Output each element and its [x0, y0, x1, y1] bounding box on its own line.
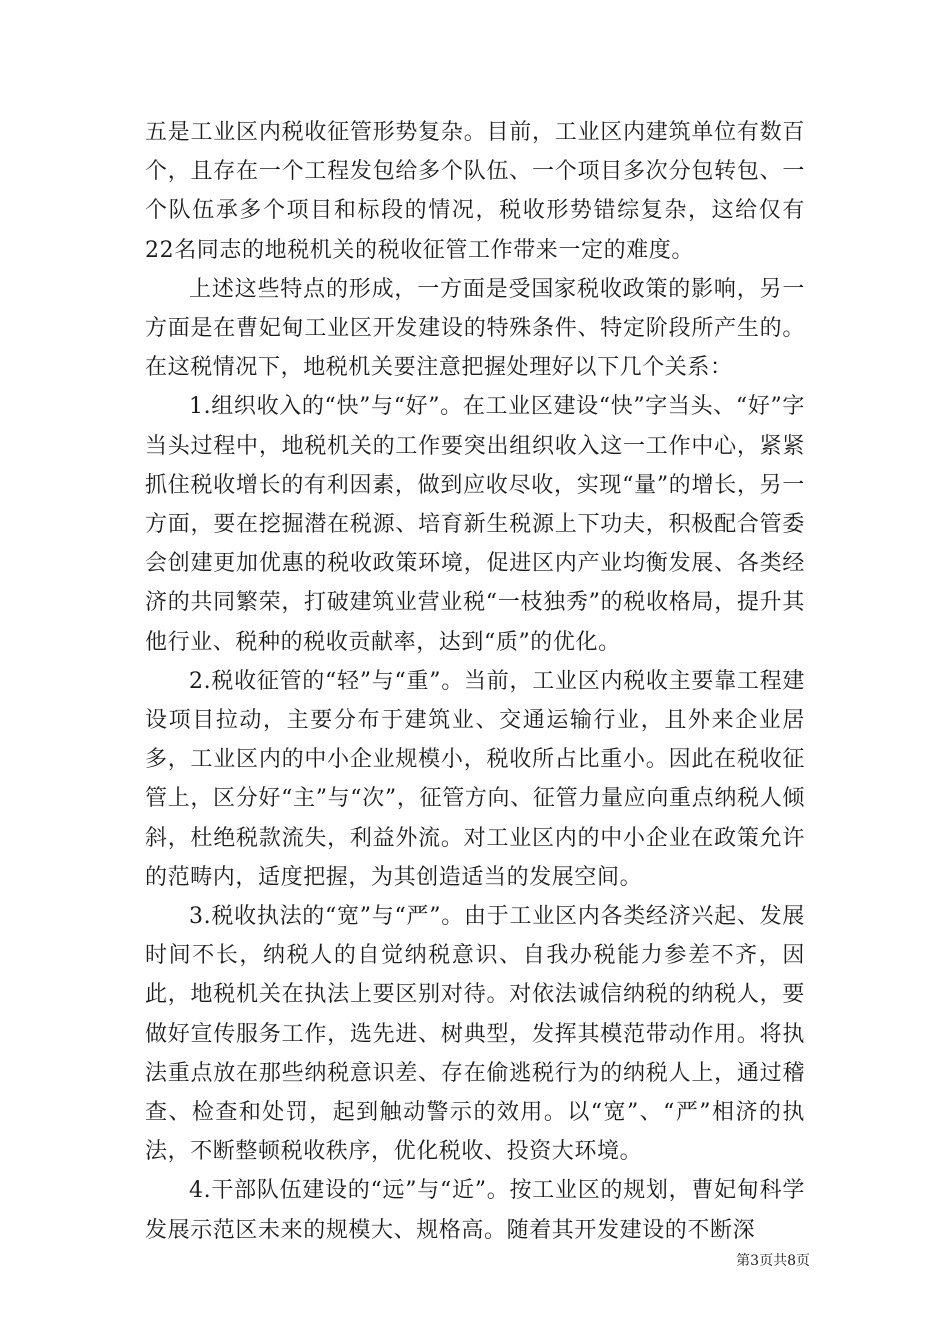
paragraph-summary: 上述这些特点的形成，一方面是受国家税收政策的影响，另一方面是在曹妃甸工业区开发建设的特殊条件、特定阶段所产生的。在这税情况下，地税机关要注意把握处理好以下几个关系： [145, 276, 805, 381]
paragraph-item-4: 4.干部队伍建设的“远”与“近”。按工业区的规划，曹妃甸科学发展示范区未来的规模大、规格高。随着其开发建设的不断深 [145, 1178, 805, 1243]
page-number: 第3页共8页 [736, 1253, 810, 1269]
paragraph-item-3: 3.税收执法的“宽”与“严”。由于工业区内各类经济兴起、发展时间不长，纳税人的自觉纳税意识、自我办税能力参差不齐，因此，地税机关在执法上要区别对待。对依法诚信纳税的纳税人，要做好宣传服务工作，选先进、树典型，发挥其模范带动作用。将执法重点放在那些纳税意识差、存在偷逃税行为的纳税人上，通过稽查、检查和处罚，起到触动警示的效用。以“宽”、“严”相济的执法，不断整顿税收秩序，优化税收、投资大环境。 [145, 904, 805, 1165]
paragraph-item-1: 1.组织收入的“快”与“好”。在工业区建设“快”字当头、“好”字当头过程中，地税机关的工作要突出组织收入这一工作中心，紧紧抓住税收增长的有利因素，做到应收尽收，实现“量”的增长，另一方面，要在挖掘潜在税源、培育新生税源上下功夫，积极配合管委会创建更加优惠的税收政策环境，促进区内产业均衡发展、各类经济的共同繁荣，打破建筑业营业税“一枝独秀”的税收格局，提升其他行业、税种的税收贡献率，达到“质”的优化。 [145, 394, 805, 655]
paragraph-item-2: 2.税收征管的“轻”与“重”。当前，工业区内税收主要靠工程建设项目拉动，主要分布于建筑业、交通运输行业，且外来企业居多，工业区内的中小企业规模小，税收所占比重小。因此在税收征管上，区分好“主”与“次”，征管方向、征管力量应向重点纳税人倾斜，杜绝税款流失，利益外流。对工业区内的中小企业在政策允许的范畴内，适度把握，为其创造适当的发展空间。 [145, 668, 805, 890]
body-text [145, 113, 805, 1250]
paragraph-taxation-complexity: 五是工业区内税收征管形势复杂。目前，工业区内建筑单位有数百个，且存在一个工程发包给多个队伍、一个项目多次分包转包、一个队伍承多个项目和标段的情况，税收形势错综复杂，这给仅有22名同志的地税机关的税收征管工作带来一定的难度。 [145, 120, 805, 263]
